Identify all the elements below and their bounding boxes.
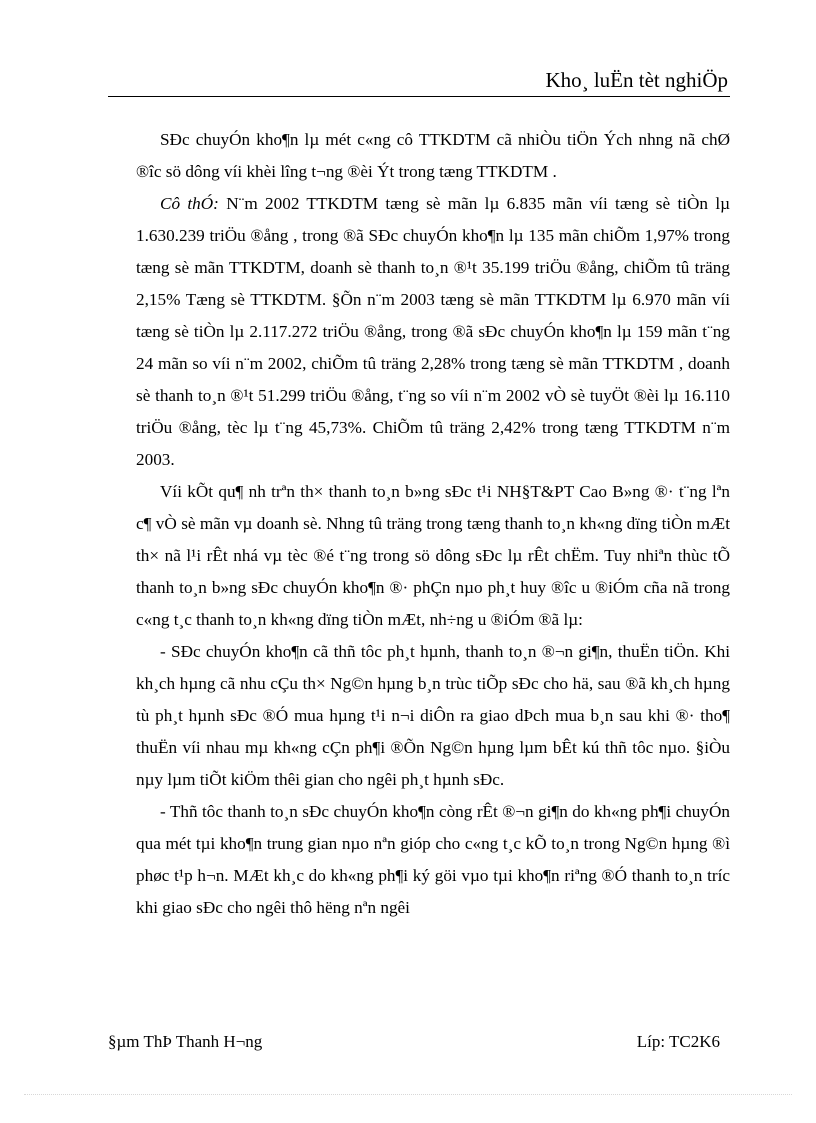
paragraph-2: [136, 188, 730, 476]
paragraph-2-text: N¨m 2002 TTKDTM tæng sè mãn lµ 6.835 mãn víi tæng sè tiÒn lµ 1.630.239 triÖu ®ång , trong ®ã SÐc chuyÓn kho¶n lµ 135 mãn chiÕm 1,97% trong tæng sè mãn TTKDTM, doanh sè thanh to¸n ®¹t 35.199 triÖu ®ång, chiÕm tû träng 2,15% Tæng sè TTKDTM. §Õn n¨m 2003 tæng sè mãn TTKDTM lµ 6.970 mãn víi tæng sè tiÒn lµ 2.117.272 triÖu ®ång, trong ®ã sÐc chuyÓn kho¶n lµ 159 mãn t¨ng 24 mãn so víi n¨m 2002, chiÕm tû träng 2,28% trong tæng sè mãn TTKDTM , doanh sè thanh to¸n ®¹t 51.299 triÖu ®ång, t¨ng so víi n¨m 2002 vÒ sè tuyÖt ®èi lµ 16.110 triÖu ®ång, tèc lµ t¨ng 45,73%. ChiÕm tû träng 2,42% trong tæng TTKDTM n¨m 2003.: [136, 194, 730, 469]
paragraph-4-text: - SÐc chuyÓn kho¶n cã thñ tôc ph¸t hµnh, thanh to¸n ®¬n gi¶n, thuËn tiÖn. Khi kh¸ch hµng cã nhu cÇu th× Ng©n hµng b¸n trùc tiÕp sÐc cho hä, sau ®ã kh¸ch hµng tù ph¸t hµnh sÐc ®Ó mua hµng t¹i n¬i diÔn ra giao dÞch mua b¸n sau khi ®· tho¶ thuËn víi nhau mµ kh«ng cÇn ph¶i ®Õn Ng©n hµng lµm bÊt kú thñ tôc nµo. §iÒu nµy lµm tiÕt kiÖm thêi gian cho ngêi ph¸t hµnh sÐc.: [136, 642, 730, 789]
paragraph-3-text: Víi kÕt qu¶ nh trªn th× thanh to¸n b»ng sÐc t¹i NH§T&PT Cao B»ng ®· t¨ng lªn c¶ vÒ sè mãn vµ doanh sè. Nhng tû träng trong tæng thanh to¸n kh«ng dïng tiÒn mÆt th× nã l¹i rÊt nhá vµ tèc ®é t¨ng trong sö dông sÐc lµ rÊt chËm. Tuy nhiªn thùc tÕ thanh to¸n b»ng sÐc chuyÓn kho¶n ®· phÇn nµo ph¸t huy ®îc u ®iÓm cña nã trong c«ng t¸c thanh to¸n kh«ng dïng tiÒn mÆt, nh÷ng u ®iÓm ®ã lµ:: [136, 482, 730, 629]
paragraph-5: [136, 796, 730, 924]
paragraph-4: [136, 636, 730, 796]
footer-author: §µm ThÞ Thanh H¬ng: [108, 1032, 263, 1051]
page-footer: [108, 1032, 730, 1060]
paragraph-1-text: SÐc chuyÓn kho¶n lµ mét c«ng cô TTKDTM cã nhiÒu tiÖn Ých nhng nã chØ ®îc sö dông víi khèi lîng t¬ng ®èi Ýt trong tæng TTKDTM .: [136, 130, 730, 181]
paragraph-3: [136, 476, 730, 636]
header-title: Kho¸ luËn tèt nghiÖp: [545, 68, 728, 92]
document-body: [136, 124, 730, 924]
paragraph-2-lead: Cô thÓ:: [160, 194, 219, 213]
page-edge-divider: [24, 1094, 792, 1095]
page-header: [108, 66, 730, 97]
paragraph-1: [136, 124, 730, 188]
footer-class: Líp: TC2K6: [636, 1032, 720, 1051]
paragraph-5-text: - Thñ tôc thanh to¸n sÐc chuyÓn kho¶n còng rÊt ®¬n gi¶n do kh«ng ph¶i chuyÓn qua mét tµi kho¶n trung gian nµo nªn gióp cho c«ng t¸c kÕ to¸n trong Ng©n hµng ®ì phøc t¹p h¬n. MÆt kh¸c do kh«ng ph¶i ký göi vµo tµi kho¶n riªng ®Ó thanh to¸n tríc khi giao sÐc cho ngêi thô hëng nªn ngêi: [136, 802, 730, 917]
